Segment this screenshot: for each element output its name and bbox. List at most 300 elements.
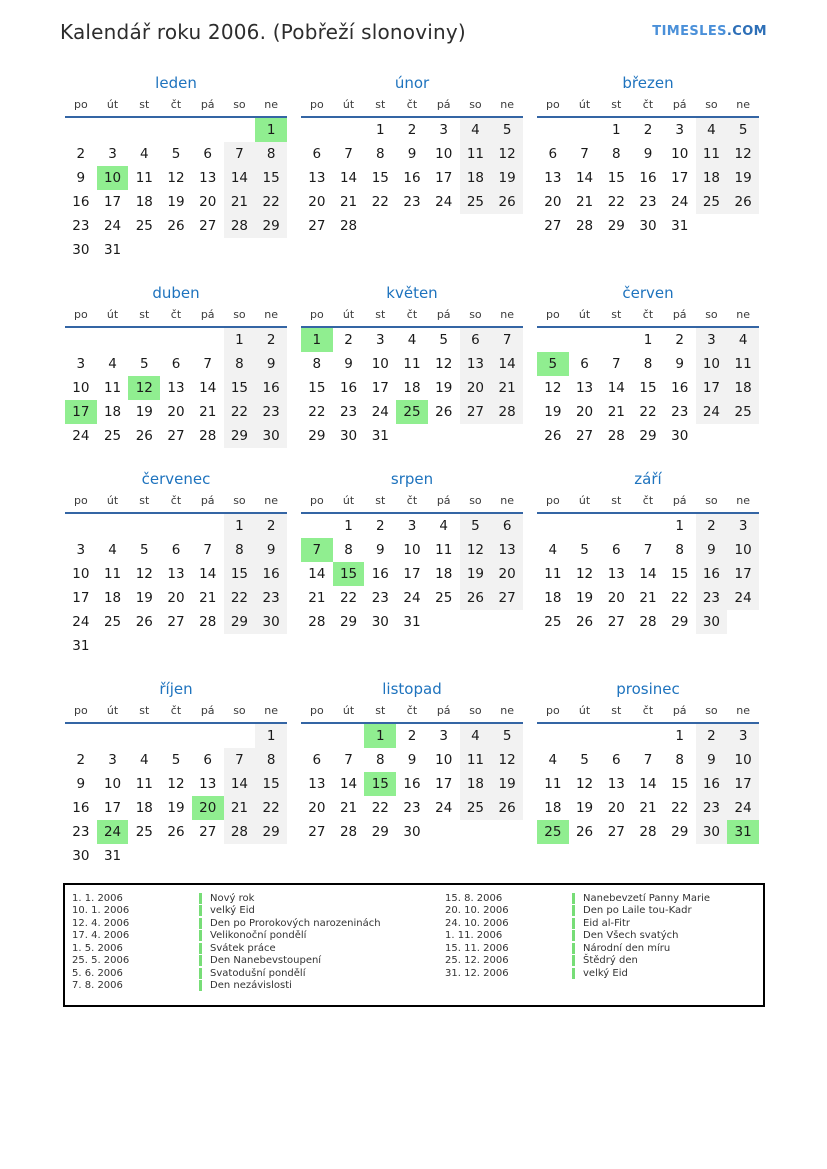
day-cell: 24	[435, 800, 453, 816]
day-cell: 16	[371, 566, 389, 582]
day-cell	[97, 724, 129, 748]
weekday-header: po	[309, 704, 324, 717]
legend-holiday-name: Den Nanebevstoupení	[210, 955, 322, 967]
day-cell: 24	[72, 428, 90, 444]
day-cell: 5	[139, 542, 149, 558]
day-cell: 17	[435, 170, 453, 186]
day-cell: 23	[696, 586, 728, 610]
day-cell	[128, 724, 160, 748]
day-cell	[460, 820, 492, 844]
day-cell: 18	[435, 566, 453, 582]
day-cell: 14	[199, 566, 217, 582]
day-cell-holiday: 1	[255, 118, 287, 142]
day-cell: 3	[727, 724, 759, 748]
weekday-header: út	[342, 308, 355, 321]
weekday-header: st	[375, 704, 386, 717]
weekday-header: po	[309, 98, 324, 111]
day-cell: 3	[76, 542, 86, 558]
day-cell	[224, 634, 256, 658]
weekday-header: út	[106, 308, 119, 321]
day-cell: 16	[72, 800, 90, 816]
day-cell: 22	[224, 586, 256, 610]
day-cell: 18	[135, 800, 153, 816]
week-row	[65, 166, 287, 190]
legend-holiday-name: Nanebevzetí Panny Marie	[583, 892, 711, 904]
day-cell: 6	[491, 514, 523, 538]
day-cell: 28	[607, 428, 625, 444]
week-row	[537, 424, 759, 448]
weekday-header: st	[139, 98, 150, 111]
day-cell: 6	[203, 752, 212, 768]
day-cell: 10	[435, 752, 453, 768]
day-cell: 26	[491, 190, 523, 214]
day-cell: 9	[643, 146, 653, 162]
weekday-header: so	[705, 308, 718, 321]
legend-box	[63, 883, 765, 1007]
day-cell: 30	[639, 218, 657, 234]
weekday-header-row	[537, 308, 759, 328]
day-cell: 23	[371, 590, 389, 606]
holiday-marker	[572, 918, 575, 929]
day-cell: 5	[139, 356, 149, 372]
day-cell: 27	[199, 824, 217, 840]
site-link[interactable]	[652, 24, 767, 39]
legend-entry	[72, 892, 445, 905]
weekday-header: ne	[500, 494, 514, 507]
day-cell: 19	[135, 590, 153, 606]
day-cell	[301, 724, 333, 748]
day-cell: 26	[575, 614, 594, 630]
day-cell	[696, 214, 728, 238]
day-cell: 17	[103, 800, 122, 816]
day-cell: 19	[491, 772, 523, 796]
legend-date: 17. 4. 2006	[72, 930, 130, 942]
week-row	[65, 610, 287, 634]
day-cell: 5	[580, 752, 589, 768]
day-cell: 10	[72, 566, 90, 582]
legend-holiday-name: Svátek práce	[210, 942, 276, 954]
week-row	[65, 748, 287, 772]
week-row	[65, 214, 287, 238]
day-cell: 3	[727, 514, 759, 538]
holiday-marker	[199, 918, 202, 929]
day-cell: 29	[671, 614, 689, 630]
holiday-marker	[572, 943, 575, 954]
day-cell: 13	[460, 352, 492, 376]
day-cell: 30	[339, 428, 358, 444]
day-cell: 28	[339, 218, 358, 234]
day-cell: 9	[696, 748, 728, 772]
week-row	[301, 190, 523, 214]
day-cell: 16	[339, 380, 358, 396]
week-row	[301, 538, 523, 562]
day-cell: 4	[108, 542, 117, 558]
day-cell: 27	[575, 428, 594, 444]
day-cell: 2	[407, 728, 417, 744]
day-cell: 10	[727, 748, 759, 772]
weekday-header: ne	[500, 308, 514, 321]
week-row	[537, 166, 759, 190]
day-cell: 22	[371, 800, 389, 816]
day-cell	[333, 118, 365, 142]
day-cell: 18	[544, 590, 562, 606]
weekday-header: st	[375, 98, 386, 111]
day-cell	[537, 724, 569, 748]
day-cell: 13	[607, 776, 625, 792]
legend-entry	[445, 892, 759, 905]
day-cell	[224, 844, 256, 868]
month-title: říjen	[159, 680, 193, 698]
weekday-header: pá	[672, 704, 687, 717]
weekday-header: po	[73, 494, 88, 507]
day-cell: 17	[403, 566, 421, 582]
day-cell	[600, 514, 632, 538]
weekday-header: ne	[736, 494, 750, 507]
day-cell: 8	[675, 542, 684, 558]
day-cell	[192, 328, 224, 352]
day-cell: 9	[675, 356, 684, 372]
day-cell: 25	[460, 190, 492, 214]
weekday-header: so	[705, 98, 718, 111]
weekday-header: čt	[406, 98, 418, 111]
day-cell	[632, 724, 664, 748]
day-cell	[160, 844, 192, 868]
day-cell-holiday: 15	[333, 562, 365, 586]
legend-entry	[72, 930, 445, 943]
weekday-header-row	[537, 494, 759, 514]
legend-holiday-name: Štědrý den	[583, 955, 638, 967]
day-cell: 1	[344, 518, 353, 534]
holiday-marker	[572, 968, 575, 979]
day-cell: 10	[727, 538, 759, 562]
day-cell-holiday: 10	[97, 166, 129, 190]
day-cell: 24	[72, 614, 90, 630]
day-cell: 6	[548, 146, 558, 162]
week-row	[301, 352, 523, 376]
weekday-header: čt	[406, 704, 418, 717]
week-row	[65, 772, 287, 796]
day-cell: 8	[224, 352, 256, 376]
day-cell: 27	[308, 824, 326, 840]
day-cell: 7	[643, 542, 653, 558]
day-cell	[128, 238, 160, 262]
week-row	[65, 190, 287, 214]
weekday-header: st	[139, 308, 150, 321]
weekday-header: pá	[672, 308, 687, 321]
weekday-header: so	[233, 98, 246, 111]
week-row	[537, 376, 759, 400]
weekday-header: st	[611, 704, 622, 717]
week-row	[65, 562, 287, 586]
day-cell: 15	[255, 772, 287, 796]
week-row	[537, 586, 759, 610]
day-cell: 7	[224, 748, 256, 772]
legend-holiday-name: Svatodušní pondělí	[210, 967, 306, 979]
day-cell	[491, 820, 523, 844]
day-cell: 25	[696, 190, 728, 214]
day-cell: 14	[491, 352, 523, 376]
weekday-header: út	[106, 704, 119, 717]
weekday-header: st	[139, 494, 150, 507]
day-cell: 21	[491, 376, 523, 400]
day-cell: 22	[308, 404, 326, 420]
day-cell: 27	[491, 586, 523, 610]
holiday-marker	[199, 980, 202, 991]
day-cell: 6	[203, 146, 212, 162]
day-cell: 6	[611, 752, 621, 768]
day-cell: 26	[135, 428, 153, 444]
day-cell: 19	[575, 590, 594, 606]
day-cell: 19	[727, 166, 759, 190]
day-cell: 31	[103, 848, 122, 864]
day-cell: 25	[460, 796, 492, 820]
day-cell: 28	[339, 824, 358, 840]
day-cell: 28	[199, 614, 217, 630]
weekday-header: čt	[170, 494, 182, 507]
weekday-header: st	[375, 494, 386, 507]
day-cell: 2	[375, 518, 385, 534]
day-cell: 20	[199, 194, 217, 210]
day-cell: 20	[167, 404, 185, 420]
weekday-header-row	[301, 494, 523, 514]
day-cell: 25	[727, 400, 759, 424]
day-cell: 9	[696, 538, 728, 562]
day-cell: 16	[696, 562, 728, 586]
week-row	[301, 424, 523, 448]
weekday-header: po	[545, 704, 560, 717]
weekday-header: čt	[642, 494, 654, 507]
week-row	[537, 610, 759, 634]
day-cell: 4	[548, 752, 558, 768]
legend-date: 1. 11. 2006	[445, 930, 503, 942]
weekday-header: út	[578, 494, 591, 507]
day-cell	[600, 328, 632, 352]
legend-date: 12. 4. 2006	[72, 917, 130, 929]
day-cell: 27	[607, 614, 625, 630]
day-cell: 18	[403, 380, 421, 396]
day-cell: 3	[375, 332, 385, 348]
month-květen	[301, 284, 523, 448]
week-row	[65, 796, 287, 820]
legend-holiday-name: Eid al-Fitr	[583, 917, 630, 929]
legend-date: 31. 12. 2006	[445, 967, 509, 979]
day-cell: 11	[435, 542, 453, 558]
day-cell	[255, 238, 287, 262]
day-cell: 16	[255, 376, 287, 400]
week-row	[301, 376, 523, 400]
weekday-header: po	[545, 308, 560, 321]
day-cell: 8	[375, 146, 385, 162]
week-row	[301, 748, 523, 772]
weekday-header-row	[65, 704, 287, 724]
day-cell: 31	[72, 638, 90, 654]
day-cell: 2	[255, 514, 287, 538]
week-row	[301, 586, 523, 610]
day-cell: 2	[643, 122, 653, 138]
week-row	[537, 796, 759, 820]
week-row	[65, 724, 287, 748]
weekday-header: pá	[200, 308, 215, 321]
week-row	[537, 400, 759, 424]
legend-holiday-name: Den Všech svatých	[583, 930, 679, 942]
week-row	[537, 142, 759, 166]
day-cell-holiday: 1	[364, 724, 396, 748]
day-cell: 5	[491, 724, 523, 748]
day-cell: 17	[727, 562, 759, 586]
day-cell: 27	[199, 218, 217, 234]
day-cell: 13	[544, 170, 562, 186]
day-cell: 25	[135, 218, 153, 234]
day-cell: 14	[199, 380, 217, 396]
week-row	[65, 820, 287, 844]
legend-entry	[72, 942, 445, 955]
legend-entry	[445, 955, 759, 968]
day-cell	[97, 514, 129, 538]
day-cell: 25	[135, 824, 153, 840]
day-cell: 19	[575, 800, 594, 816]
day-cell	[192, 514, 224, 538]
day-cell: 24	[696, 400, 728, 424]
day-cell: 13	[491, 538, 523, 562]
month-srpen	[301, 470, 523, 634]
day-cell-holiday: 31	[727, 820, 759, 844]
weekday-header: ne	[264, 98, 278, 111]
holiday-marker	[199, 943, 202, 954]
day-cell: 1	[255, 724, 287, 748]
month-title: červen	[622, 284, 674, 302]
weekday-header: st	[611, 494, 622, 507]
day-cell: 3	[108, 752, 117, 768]
legend-entry	[445, 905, 759, 918]
day-cell	[224, 724, 256, 748]
day-cell: 24	[103, 218, 122, 234]
week-row	[65, 118, 287, 142]
day-cell: 13	[199, 776, 217, 792]
day-cell: 18	[460, 166, 492, 190]
day-cell	[160, 514, 192, 538]
day-cell: 17	[103, 194, 122, 210]
day-cell: 17	[72, 590, 90, 606]
day-cell: 10	[72, 380, 90, 396]
day-cell: 27	[167, 614, 185, 630]
day-cell: 20	[607, 800, 625, 816]
week-row	[537, 772, 759, 796]
legend-date: 7. 8. 2006	[72, 980, 123, 992]
day-cell	[128, 118, 160, 142]
day-cell: 19	[435, 380, 453, 396]
day-cell: 31	[403, 614, 421, 630]
legend-entry	[72, 980, 445, 993]
weekday-header-row	[301, 98, 523, 118]
day-cell	[128, 328, 160, 352]
week-row	[65, 634, 287, 658]
weekday-header: čt	[170, 98, 182, 111]
day-cell: 8	[224, 538, 256, 562]
day-cell: 6	[312, 752, 322, 768]
day-cell: 21	[224, 796, 256, 820]
weekday-header: so	[705, 494, 718, 507]
day-cell: 17	[727, 772, 759, 796]
legend-column-1	[72, 892, 445, 992]
week-row	[65, 328, 287, 352]
month-title: srpen	[390, 470, 434, 488]
day-cell: 30	[696, 820, 728, 844]
weekday-header: čt	[642, 704, 654, 717]
legend-entry	[445, 917, 759, 930]
day-cell	[160, 238, 192, 262]
weekday-header: so	[233, 704, 246, 717]
day-cell: 21	[639, 590, 657, 606]
day-cell: 4	[439, 518, 448, 534]
day-cell	[727, 214, 759, 238]
week-row	[301, 166, 523, 190]
weekday-header-row	[301, 704, 523, 724]
day-cell: 21	[339, 194, 358, 210]
day-cell	[727, 424, 759, 448]
month-title: prosinec	[616, 680, 680, 698]
day-cell: 7	[203, 356, 212, 372]
day-cell: 2	[255, 328, 287, 352]
day-cell: 2	[344, 332, 353, 348]
week-row	[537, 118, 759, 142]
day-cell: 22	[255, 190, 287, 214]
day-cell	[192, 724, 224, 748]
day-cell: 16	[403, 776, 421, 792]
day-cell: 29	[607, 218, 625, 234]
week-row	[301, 820, 523, 844]
weekday-header: ne	[264, 308, 278, 321]
day-cell	[396, 424, 428, 448]
weekday-header: pá	[436, 704, 451, 717]
day-cell	[97, 118, 129, 142]
week-row	[301, 724, 523, 748]
day-cell: 8	[255, 748, 287, 772]
day-cell: 12	[727, 142, 759, 166]
legend-entry	[445, 942, 759, 955]
day-cell: 16	[696, 772, 728, 796]
day-cell: 18	[460, 772, 492, 796]
day-cell: 9	[407, 146, 417, 162]
day-cell	[696, 424, 728, 448]
day-cell: 4	[407, 332, 417, 348]
month-title: únor	[394, 74, 430, 92]
day-cell: 1	[611, 122, 621, 138]
week-row	[537, 820, 759, 844]
day-cell: 15	[371, 170, 389, 186]
weekday-header: pá	[200, 98, 215, 111]
week-row	[537, 214, 759, 238]
day-cell-holiday: 12	[128, 376, 160, 400]
legend-holiday-name: velký Eid	[583, 967, 628, 979]
week-row	[301, 772, 523, 796]
day-cell: 4	[108, 356, 117, 372]
day-cell	[364, 214, 396, 238]
day-cell: 16	[255, 562, 287, 586]
weekday-header: čt	[642, 98, 654, 111]
day-cell: 12	[575, 566, 594, 582]
month-title: leden	[155, 74, 197, 92]
holiday-marker	[572, 930, 575, 941]
day-cell: 19	[167, 800, 185, 816]
weekday-header: pá	[436, 98, 451, 111]
day-cell	[301, 118, 333, 142]
legend-entry	[72, 905, 445, 918]
day-cell	[333, 724, 365, 748]
day-cell: 13	[308, 170, 326, 186]
day-cell: 7	[491, 328, 523, 352]
weekday-header: po	[73, 308, 88, 321]
week-row	[301, 400, 523, 424]
